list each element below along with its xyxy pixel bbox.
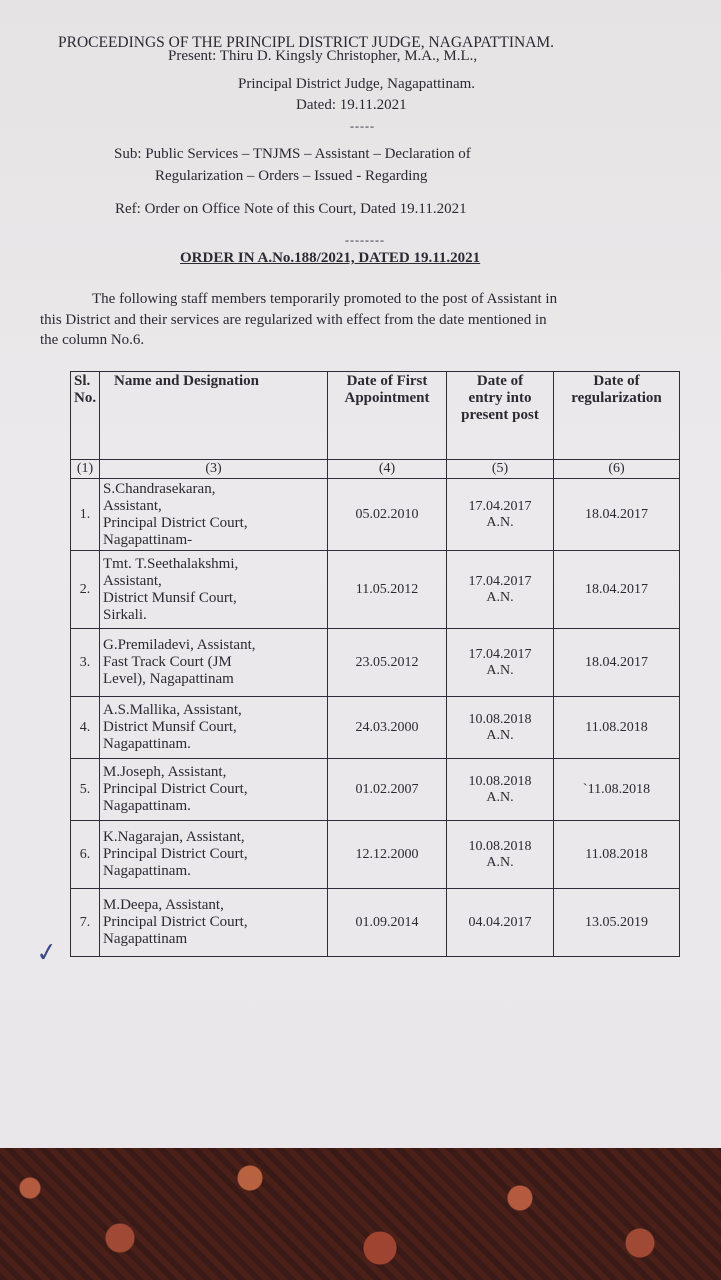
entry-date-cell xyxy=(447,821,554,889)
body-line-1: The following staff members temporarily promoted to the post of Assistant in xyxy=(92,291,558,307)
name-line: Nagapattinam. xyxy=(103,736,191,752)
header-entry-b: entry into xyxy=(468,390,532,406)
col-number: (4) xyxy=(328,460,447,479)
first-appointment-cell: 24.03.2000 xyxy=(328,697,447,759)
name-line: Fast Track Court (JM xyxy=(103,654,232,670)
header-entry-a: Date of xyxy=(476,373,524,389)
name-line: Assistant, xyxy=(103,497,162,514)
regularization-date-cell: 11.08.2018 xyxy=(554,821,680,889)
name-line: Nagapattinam. xyxy=(103,798,191,814)
subject-line-1: Sub: Public Services – TNJMS – Assistant – Declaration of xyxy=(114,146,471,162)
entry-line: 10.08.2018 xyxy=(468,838,532,854)
name-line: Principal District Court, xyxy=(103,514,248,531)
table-row xyxy=(71,821,680,889)
sl-no-cell: 6. xyxy=(71,821,100,889)
tick-mark-icon: ✓ xyxy=(34,936,60,969)
sl-no-cell: 5. xyxy=(71,759,100,821)
first-appointment-cell: 05.02.2010 xyxy=(328,479,447,551)
first-appointment-cell: 23.05.2012 xyxy=(328,629,447,697)
header-reg-a: Date of xyxy=(593,373,640,389)
designation-line: Principal District Judge, Nagapattinam. xyxy=(238,76,476,92)
entry-date-cell xyxy=(447,629,554,697)
name-designation-cell xyxy=(100,697,328,759)
name-line: Nagapattinam xyxy=(103,931,188,947)
name-line: Nagapattinam. xyxy=(103,863,191,879)
name-designation-cell xyxy=(100,479,328,551)
name-designation-cell xyxy=(100,889,328,957)
entry-date-cell xyxy=(447,759,554,821)
ref-separator: -------- xyxy=(345,233,385,247)
table-row xyxy=(71,759,680,821)
header-sl-no xyxy=(71,372,100,460)
regularization-date-cell: 11.08.2018 xyxy=(554,697,680,759)
entry-line: A.N. xyxy=(486,662,514,678)
entry-line: A.N. xyxy=(486,854,514,870)
regularization-date-cell: `11.08.2018 xyxy=(554,759,680,821)
body-line-2: this District and their services are regularized with effect from the date mentioned in xyxy=(40,312,547,328)
entry-line: 17.04.2017 xyxy=(468,573,532,589)
table-row xyxy=(71,551,680,629)
name-line: Nagapattinam- xyxy=(103,531,193,548)
entry-line: 10.08.2018 xyxy=(468,773,532,789)
header-first-appointment xyxy=(328,372,447,460)
dated-line: Dated: 19.11.2021 xyxy=(296,97,407,113)
first-appointment-cell: 11.05.2012 xyxy=(328,551,447,629)
header-no-text: No. xyxy=(74,390,97,406)
first-appointment-cell: 01.02.2007 xyxy=(328,759,447,821)
first-appointment-cell: 12.12.2000 xyxy=(328,821,447,889)
header-first-a: Date of First xyxy=(346,373,428,389)
name-line: District Munsif Court, xyxy=(103,589,237,606)
table-row xyxy=(71,889,680,957)
name-designation-cell xyxy=(100,629,328,697)
entry-line: A.N. xyxy=(486,727,514,743)
table-row xyxy=(71,697,680,759)
entry-date-cell xyxy=(447,697,554,759)
regularization-date-cell: 13.05.2019 xyxy=(554,889,680,957)
name-line: M.Deepa, Assistant, xyxy=(103,897,224,913)
name-line: K.Nagarajan, Assistant, xyxy=(103,829,245,845)
regularization-date-cell: 18.04.2017 xyxy=(554,629,680,697)
name-line: Principal District Court, xyxy=(103,781,248,797)
name-designation-cell xyxy=(100,551,328,629)
name-line: A.S.Mallika, Assistant, xyxy=(103,702,242,718)
background-carpet xyxy=(0,1148,721,1280)
table-header-row xyxy=(71,372,680,460)
entry-date-cell xyxy=(447,889,554,957)
proceedings-title: PROCEEDINGS OF THE PRINCIPL DISTRICT JUDGE, NAGAPATTINAM. xyxy=(58,34,555,51)
entry-line: A.N. xyxy=(486,789,514,805)
name-line: G.Premiladevi, Assistant, xyxy=(103,637,256,653)
col-number: (3) xyxy=(100,460,328,479)
sl-no-cell: 1. xyxy=(71,479,100,551)
name-designation-cell xyxy=(100,821,328,889)
header-reg-b: regularization xyxy=(571,390,662,406)
sl-no-cell: 4. xyxy=(71,697,100,759)
entry-line: A.N. xyxy=(486,589,514,605)
entry-date-cell xyxy=(447,551,554,629)
subject-line-2: Regularization – Orders – Issued - Regarding xyxy=(155,168,428,184)
body-line-3: the column No.6. xyxy=(40,332,145,348)
header-regularization xyxy=(554,372,680,460)
regularization-table xyxy=(70,371,680,957)
reference-line: Ref: Order on Office Note of this Court, Dated 19.11.2021 xyxy=(115,201,467,217)
entry-line: 10.08.2018 xyxy=(468,711,532,727)
table-row xyxy=(71,629,680,697)
header-name-text: Name and Designation xyxy=(114,373,260,389)
header-entry-c: present post xyxy=(461,407,539,423)
entry-line: 17.04.2017 xyxy=(468,498,532,514)
regularization-date-cell: 18.04.2017 xyxy=(554,551,680,629)
entry-date-cell xyxy=(447,479,554,551)
name-line: S.Chandrasekaran, xyxy=(103,480,216,497)
name-line: Principal District Court, xyxy=(103,914,248,930)
col-number: (1) xyxy=(71,460,100,479)
present-line: Present: Thiru D. Kingsly Christopher, M.A., M.L., xyxy=(168,48,478,64)
table-row xyxy=(71,479,680,551)
name-line: Level), Nagapattinam xyxy=(103,671,234,687)
name-line: M.Joseph, Assistant, xyxy=(103,764,227,780)
header-separator: ----- xyxy=(350,119,375,133)
sl-no-cell: 2. xyxy=(71,551,100,629)
first-appointment-cell: 01.09.2014 xyxy=(328,889,447,957)
header-first-b: Appointment xyxy=(344,390,430,406)
header-sl-text: Sl. xyxy=(74,373,91,389)
entry-line: 04.04.2017 xyxy=(468,914,532,930)
name-designation-cell xyxy=(100,759,328,821)
name-line: District Munsif Court, xyxy=(103,719,237,735)
col-number: (6) xyxy=(554,460,680,479)
column-number-row xyxy=(71,460,680,479)
name-line: Tmt. T.Seethalakshmi, xyxy=(103,555,239,572)
name-line: Assistant, xyxy=(103,572,162,589)
name-line: Sirkali. xyxy=(103,606,147,623)
entry-line: 17.04.2017 xyxy=(468,646,532,662)
name-line: Principal District Court, xyxy=(103,846,248,862)
header-name xyxy=(100,372,328,460)
sl-no-cell: 3. xyxy=(71,629,100,697)
regularization-date-cell: 18.04.2017 xyxy=(554,479,680,551)
sl-no-cell: 7. xyxy=(71,889,100,957)
order-title: ORDER IN A.No.188/2021, DATED 19.11.2021 xyxy=(180,250,481,266)
header-entry-date xyxy=(447,372,554,460)
entry-line: A.N. xyxy=(486,514,514,530)
col-number: (5) xyxy=(447,460,554,479)
